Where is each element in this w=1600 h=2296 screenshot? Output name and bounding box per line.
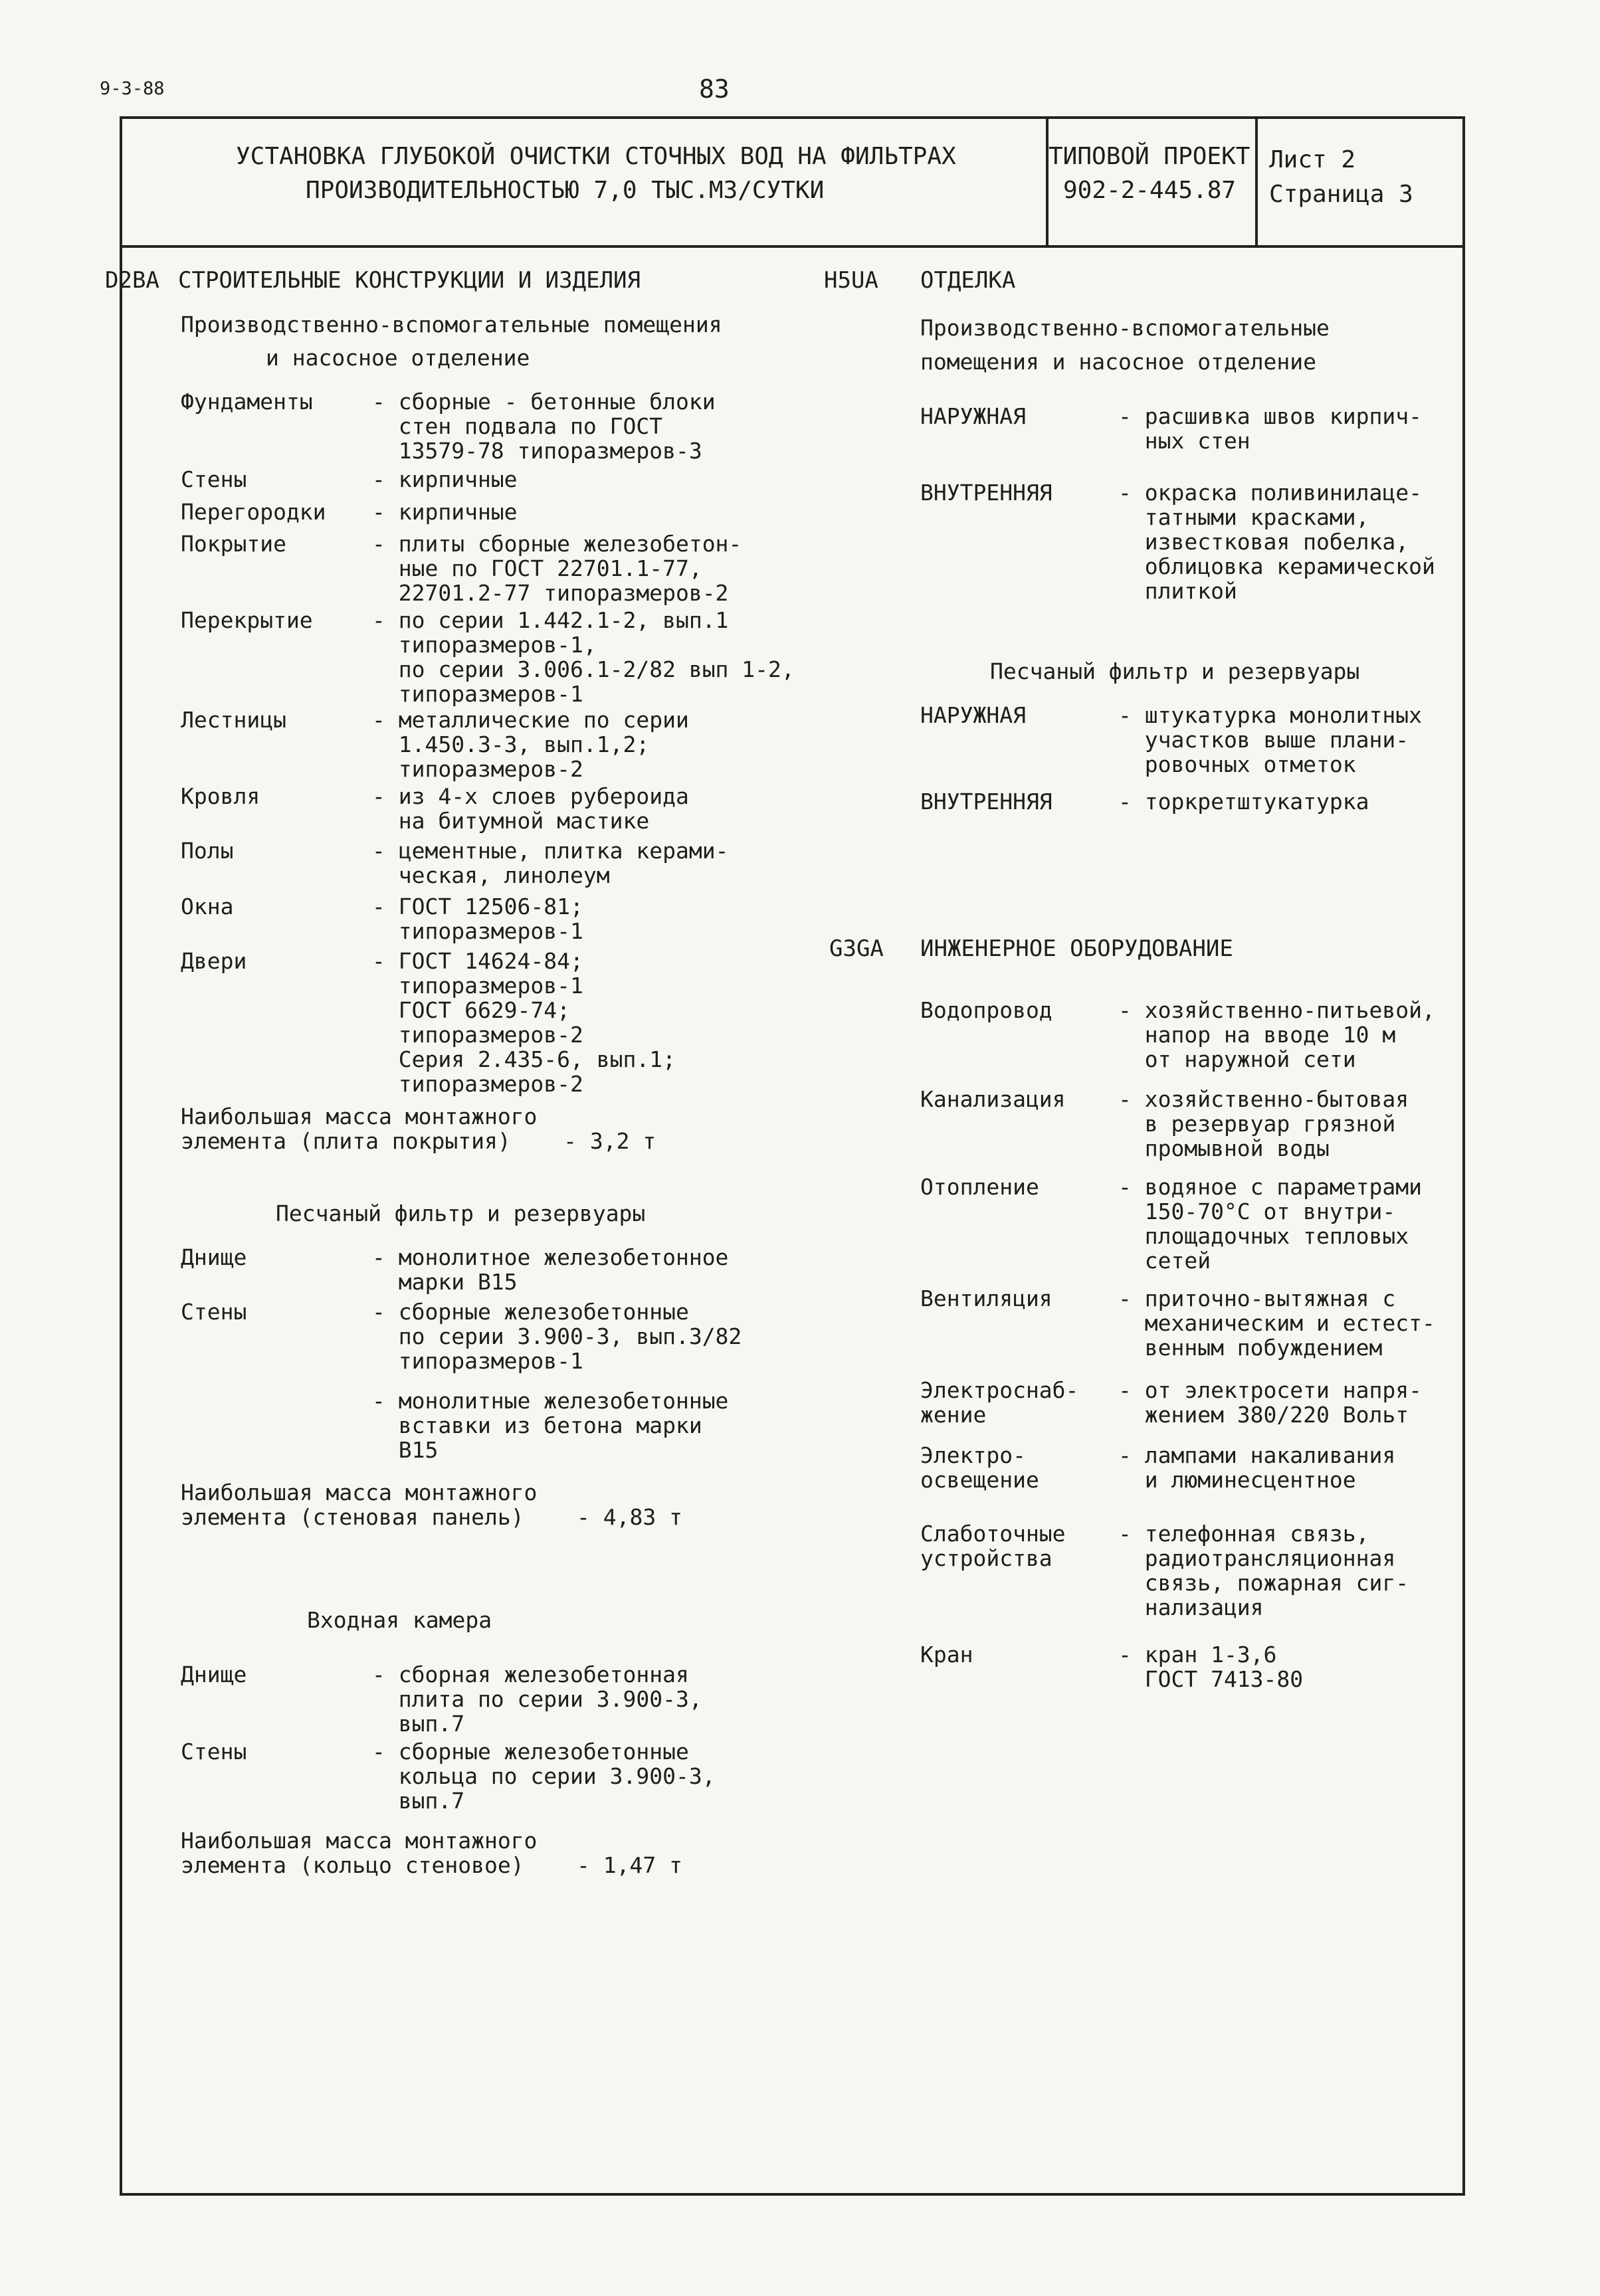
subsection-title: и насосное отделение [266, 345, 530, 371]
item-text: - цементные, плитка керами- ческая, линолеум [372, 838, 729, 888]
stamp-code: 9-3-88 [100, 78, 165, 99]
item-text: - телефонная связь, радиотрансляционная связь, пожарная сиг- нализация [1118, 1521, 1409, 1620]
item-text: - сборная железобетонная плита по серии 3.900-3, вып.7 [372, 1662, 702, 1737]
item-label: Стены [181, 1299, 247, 1325]
item-text: - монолитное железобетонное марки B15 [372, 1244, 729, 1295]
item-text: - кирпичные [372, 466, 518, 492]
item-text: - монолитные железобетонные вставки из бетона марки B15 [372, 1388, 729, 1463]
page-label: Страница 3 [1269, 181, 1413, 208]
item-label: Кран [920, 1642, 973, 1668]
item-label: ВНУТРЕННЯЯ [920, 789, 1052, 814]
max-mass: Наибольшая масса монтажного элемента (стеновая панель) - 4,83 т [181, 1480, 682, 1530]
item-text: - металлические по серии 1.450.3-3, вып.1,2; типоразмеров-2 [372, 707, 689, 782]
subsection-title: Производственно-вспомогательные помещения [181, 312, 722, 337]
subsection-title: Песчаный фильтр и резервуары [276, 1200, 646, 1226]
page-number: 83 [699, 74, 730, 104]
item-text: - сборные железобетонные по серии 3.900-3, вып.3/82 типоразмеров-1 [372, 1299, 742, 1374]
item-label: Перегородки [181, 499, 326, 525]
item-text: - кирпичные [372, 499, 518, 525]
subsection-title: помещения и насосное отделение [920, 349, 1317, 375]
item-label: Двери [181, 948, 247, 974]
section-code: H5UA [824, 267, 878, 294]
item-label: Перекрытие [181, 607, 313, 633]
item-label: Стены [181, 466, 247, 492]
header-divider [122, 245, 1462, 248]
item-text: - сборные железобетонные кольца по серии 3.900-3, вып.7 [372, 1739, 716, 1814]
project-number: 902-2-445.87 [1063, 177, 1237, 204]
item-label: Полы [181, 838, 234, 864]
item-text: - из 4-х слоев рубероида на битумной мастике [372, 783, 689, 834]
item-text: - расшивка швов кирпич- ных стен [1118, 403, 1422, 454]
item-text: - штукатурка монолитных участков выше плани- ровочных отметок [1118, 702, 1422, 777]
max-mass: Наибольшая масса монтажного элемента (плита покрытия) - 3,2 т [181, 1103, 656, 1154]
item-label: Канализация [920, 1086, 1066, 1112]
section-title: СТРОИТЕЛЬНЫЕ КОНСТРУКЦИИ И ИЗДЕЛИЯ [178, 267, 641, 294]
subsection-title: Входная камера [307, 1607, 492, 1633]
item-text: - лампами накаливания и люминесцентное [1118, 1442, 1396, 1493]
item-label: НАРУЖНАЯ [920, 702, 1026, 728]
sheet-number: Лист 2 [1269, 146, 1356, 173]
item-label: Фундаменты [181, 389, 313, 415]
project-label: ТИПОВОЙ ПРОЕКТ [1049, 143, 1250, 170]
item-label: Электро- освещение [920, 1442, 1039, 1493]
item-text: - торкретштукатурка [1118, 789, 1369, 814]
section-code: G3GA [829, 935, 884, 962]
item-text: - от электросети напря- жением 380/220 Вольт [1118, 1377, 1422, 1428]
item-text: - окраска поливинилаце- татными красками, известковая побелка, облицовка керамической плиткой [1118, 480, 1435, 604]
item-label: Лестницы [181, 707, 286, 733]
item-text: - сборные - бетонные блоки стен подвала по ГОСТ 13579-78 типоразмеров-3 [372, 389, 716, 464]
item-label: Электроснаб- жение [920, 1377, 1079, 1428]
item-text: - хозяйственно-питьевой, напор на вводе 10 м от наружной сети [1118, 997, 1435, 1072]
item-text: - водяное с параметрами 150-70°C от внутри- площадочных тепловых сетей [1118, 1174, 1422, 1274]
item-text: - приточно-вытяжная с механическим и естест- венным побуждением [1118, 1286, 1435, 1361]
subsection-title: Песчаный фильтр и резервуары [990, 658, 1360, 684]
subsection-title: Производственно-вспомогательные [920, 315, 1330, 341]
item-text: - ГОСТ 14624-84; типоразмеров-1 ГОСТ 6629-74; типоразмеров-2 Серия 2.435-6, вып.1; типоразмеров-2 [372, 948, 676, 1097]
item-text: - плиты сборные железобетон- ные по ГОСТ 22701.1-77, 22701.2-77 типоразмеров-2 [372, 531, 742, 606]
item-label: Слаботочные устройства [920, 1521, 1066, 1571]
item-label: Стены [181, 1739, 247, 1765]
item-text: - кран 1-3,6 ГОСТ 7413-80 [1118, 1642, 1304, 1692]
max-mass: Наибольшая масса монтажного элемента (кольцо стеновое) - 1,47 т [181, 1828, 682, 1878]
item-label: Окна [181, 894, 234, 919]
item-label: Вентиляция [920, 1286, 1052, 1311]
title-line-1: УСТАНОВКА ГЛУБОКОЙ ОЧИСТКИ СТОЧНЫХ ВОД НА ФИЛЬТРАХ [236, 143, 956, 170]
title-line-2: ПРОИЗВОДИТЕЛЬНОСТЬЮ 7,0 ТЫС.МЗ/СУТКИ [306, 177, 825, 204]
item-label: Отопление [920, 1174, 1039, 1200]
item-label: ВНУТРЕННЯЯ [920, 480, 1052, 506]
section-title: ИНЖЕНЕРНОЕ ОБОРУДОВАНИЕ [920, 935, 1233, 962]
item-label: Днище [181, 1662, 247, 1687]
item-label: Водопровод [920, 997, 1052, 1023]
header-divider-v2 [1255, 119, 1258, 245]
item-text: - по серии 1.442.1-2, вып.1 типоразмеров-1, по серии 3.006.1-2/82 вып 1-2, типоразмеров-1 [372, 607, 795, 707]
item-label: НАРУЖНАЯ [920, 403, 1026, 429]
item-text: - ГОСТ 12506-81; типоразмеров-1 [372, 894, 583, 944]
item-label: Днище [181, 1244, 247, 1270]
item-label: Кровля [181, 783, 260, 809]
section-code: D2BA [105, 267, 159, 294]
header-divider-v1 [1046, 119, 1049, 245]
item-label: Покрытие [181, 531, 286, 557]
section-title: ОТДЕЛКА [920, 267, 1016, 294]
item-text: - хозяйственно-бытовая в резервуар грязной промывной воды [1118, 1086, 1409, 1161]
